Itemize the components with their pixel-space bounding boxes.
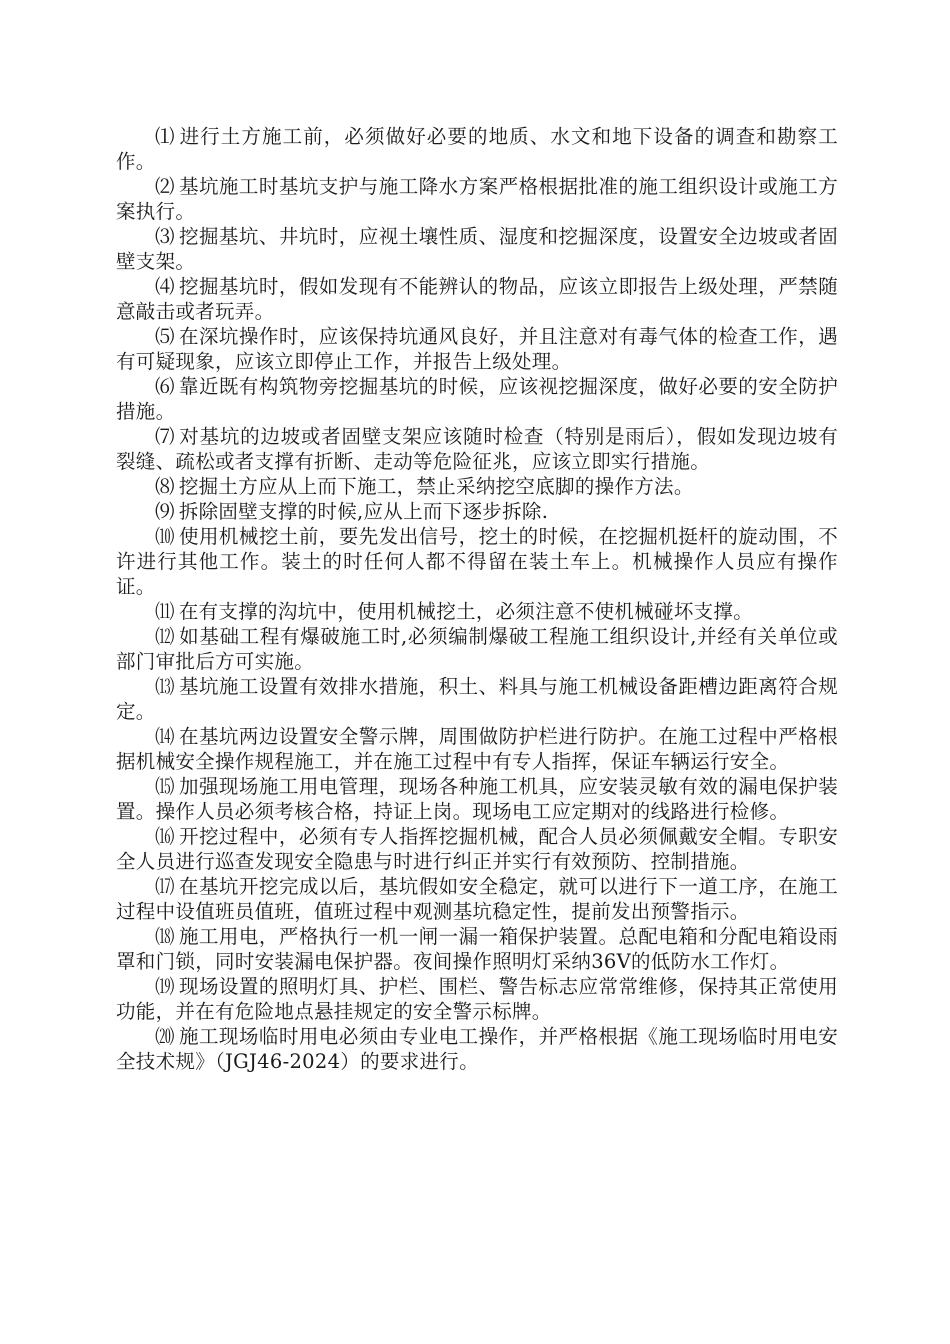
item-text: 挖掘基坑、井坑时，应视土壤性质、湿度和挖掘深度，设置安全边坡或者固壁支架。	[116, 225, 838, 273]
list-item	[116, 1024, 838, 1074]
list-item	[116, 524, 838, 599]
item-text: 在基坑两边设置安全警示牌，周围做防护栏进行防护。在施工过程中严格根据机械安全操作规程施工，并在施工过程中有专人指挥，保证车辆运行安全。	[116, 725, 838, 773]
item-text: 在基坑开挖完成以后，基坑假如安全稳定，就可以进行下一道工序，在施工过程中设值班员值班，值班过程中观测基坑稳定性，提前发出预警指示。	[116, 875, 838, 923]
list-item	[116, 224, 838, 274]
item-number: ⒂	[155, 775, 175, 798]
item-text: 基坑施工设置有效排水措施，积土、料具与施工机械设备距槽边距离符合规定。	[116, 675, 838, 723]
item-text: 加强现场施工用电管理，现场各种施工机具，应安装灵敏有效的漏电保护装置。操作人员必须考核合格，持证上岗。现场电工应定期对的线路进行检修。	[116, 775, 838, 823]
item-number: ⑺	[155, 425, 176, 448]
list-item	[116, 174, 838, 224]
item-text: 在有支撑的沟坑中，使用机械挖土，必须注意不使机械碰坏支撑。	[178, 600, 754, 623]
item-number: ⑹	[155, 375, 175, 398]
item-text: 现场设置的照明灯具、护栏、围栏、警告标志应常常维修，保持其正常使用功能，并在有危险地点悬挂规定的安全警示标牌。	[116, 975, 838, 1023]
item-text: 开挖过程中，必须有专人指挥挖掘机械，配合人员必须佩戴安全帽。专职安全人员进行巡查发现安全隐患与时进行纠正并实行有效预防、控制措施。	[116, 825, 838, 873]
document-body	[116, 124, 838, 1074]
item-number: ⑷	[155, 275, 175, 298]
list-item	[116, 724, 838, 774]
list-item	[116, 324, 838, 374]
list-item	[116, 924, 838, 974]
list-item	[116, 474, 838, 499]
list-item	[116, 624, 838, 674]
list-item	[116, 424, 838, 474]
list-item	[116, 499, 838, 524]
item-number: ⒄	[155, 875, 175, 898]
list-item	[116, 374, 838, 424]
item-text: 使用机械挖土前，要先发出信号，挖土的时候，在挖掘机挺杆的旋动围，不许进行其他工作。装土的时任何人都不得留在装土车上。机械操作人员应有操作证。	[116, 525, 838, 598]
item-text: 拆除固壁支撑的时候,应从上而下逐步拆除.	[178, 500, 549, 523]
list-item	[116, 124, 838, 174]
list-item	[116, 274, 838, 324]
item-number: ⒅	[155, 925, 175, 948]
item-text: 施工现场临时用电必须由专业电工操作，并严格根据《施工现场临时用电安全技术规》（JGJ46-2024）的要求进行。	[116, 1025, 838, 1073]
item-number: ⑿	[155, 625, 176, 648]
item-number: ⑼	[155, 500, 175, 523]
item-number: ⒁	[155, 725, 175, 748]
item-number: ⑽	[155, 525, 175, 548]
item-number: ⑻	[155, 475, 175, 498]
item-text: 施工用电，严格执行一机一闸一漏一箱保护装置。总配电箱和分配电箱设雨罩和门锁，同时安装漏电保护器。夜间操作照明灯采纳36V的低防水工作灯。	[116, 925, 838, 973]
item-number: ⒆	[155, 975, 175, 998]
item-text: 挖掘土方应从上而下施工，禁止采纳挖空底脚的操作方法。	[178, 475, 694, 498]
item-number: ⑵	[155, 175, 175, 198]
item-number: ⒇	[155, 1025, 175, 1048]
list-item	[116, 874, 838, 924]
item-text: 基坑施工时基坑支护与施工降水方案严格根据批准的施工组织设计或施工方案执行。	[116, 175, 838, 223]
item-number: ⑶	[155, 225, 175, 248]
item-number: ⒃	[155, 825, 175, 848]
item-number: ⑾	[155, 600, 175, 623]
item-text: 进行土方施工前，必须做好必要的地质、水文和地下设备的调查和勘察工作。	[116, 125, 838, 173]
list-item	[116, 974, 838, 1024]
list-item	[116, 674, 838, 724]
list-item	[116, 774, 838, 824]
list-item	[116, 599, 838, 624]
list-item	[116, 824, 838, 874]
item-text: 如基础工程有爆破施工时,必须编制爆破工程施工组织设计,并经有关单位或部门审批后方可实施。	[116, 625, 838, 673]
item-text: 挖掘基坑时，假如发现有不能辨认的物品，应该立即报告上级处理，严禁随意敲击或者玩弄。	[116, 275, 838, 323]
item-text: 在深坑操作时，应该保持坑通风良好，并且注意对有毒气体的检查工作，遇有可疑现象，应该立即停止工作，并报告上级处理。	[116, 325, 838, 373]
item-number: ⑸	[155, 325, 175, 348]
item-number: ⒀	[155, 675, 175, 698]
item-text: 对基坑的边坡或者固壁支架应该随时检查（特别是雨后），假如发现边坡有裂缝、疏松或者支撑有折断、走动等危险征兆，应该立即实行措施。	[116, 425, 838, 473]
item-number: ⑴	[155, 125, 176, 148]
item-text: 靠近既有构筑物旁挖掘基坑的时候，应该视挖掘深度，做好必要的安全防护措施。	[116, 375, 838, 423]
